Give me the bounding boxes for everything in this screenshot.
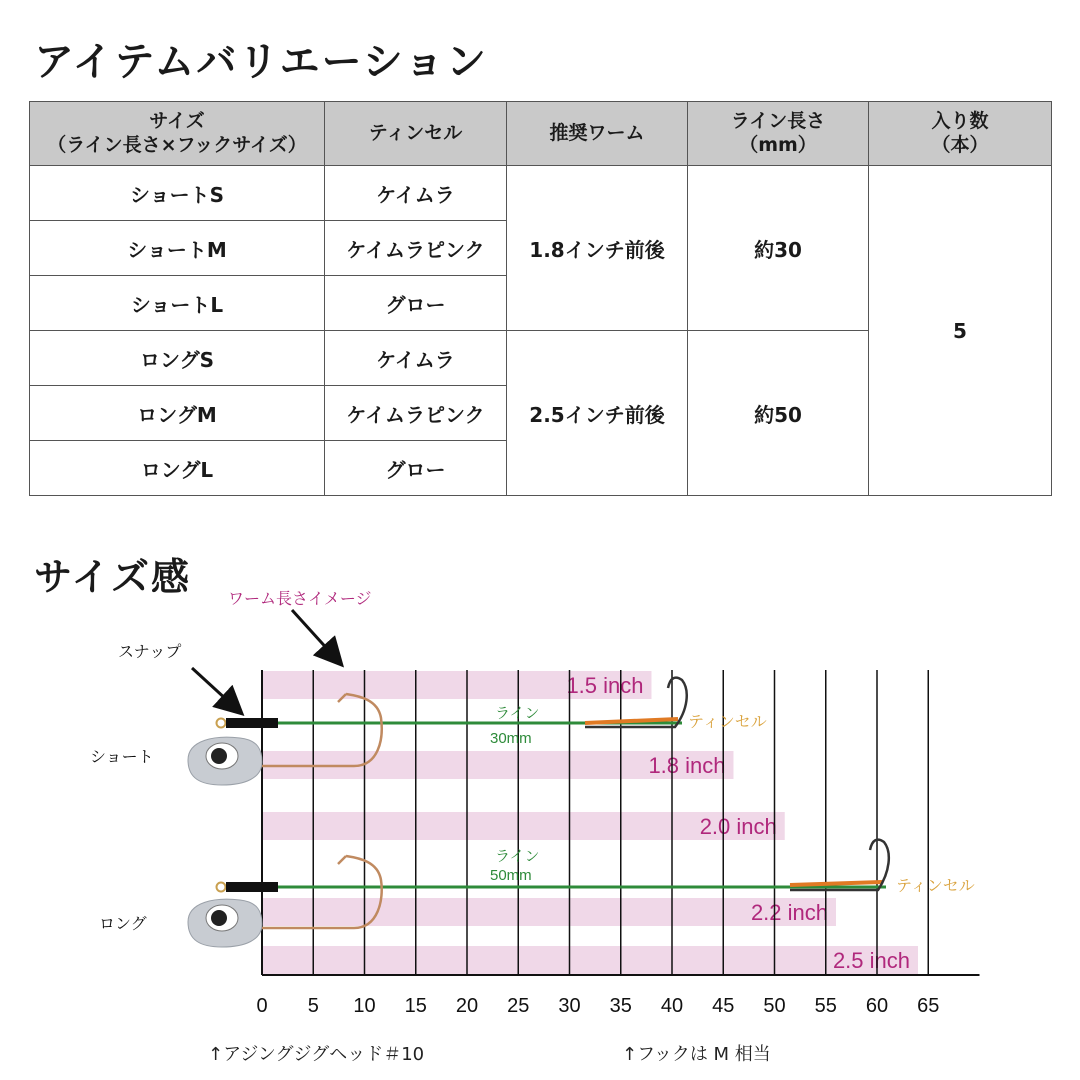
tinsel-cell: ケイムラピンク — [325, 386, 507, 441]
long-line-label: ライン — [495, 848, 540, 865]
worm-image-arrow — [292, 610, 340, 663]
scale-tick-label: 25 — [507, 995, 530, 1017]
scale-tick-label: 10 — [353, 995, 376, 1017]
scale-tick-label: 30 — [558, 995, 581, 1017]
scale-tick-label: 20 — [455, 995, 479, 1017]
worm-bar-label: 2.2 inch — [750, 900, 828, 925]
worm-image-label: ワーム長さイメージ — [228, 591, 372, 608]
short-label: ショート — [90, 749, 154, 766]
header-worm: 推奨ワーム — [507, 102, 688, 166]
scale-tick-label: 40 — [660, 995, 684, 1017]
long-tinsel — [790, 882, 882, 885]
snap-ring — [217, 883, 226, 892]
long-jighead — [188, 840, 975, 947]
worm-bar-label: 2.5 inch — [832, 948, 910, 973]
quantity-cell: 5 — [869, 166, 1052, 496]
scale-tick-label: 5 — [307, 995, 319, 1017]
worm-bar-label: 1.5 inch — [566, 673, 644, 698]
long-line-mm: 50mm — [490, 867, 532, 884]
table-row — [30, 166, 1052, 221]
worm-bar — [262, 898, 836, 926]
tinsel-cell: ケイムラピンク — [325, 221, 507, 276]
scale-tick-label: 0 — [256, 995, 268, 1017]
snap-arrow — [192, 668, 240, 712]
header-line-length: ライン長さ （mm） — [688, 102, 869, 166]
jighead-pupil — [211, 910, 227, 926]
tinsel-cell: ケイムラ — [325, 331, 507, 386]
scale-tick-label: 45 — [712, 995, 735, 1017]
jighead-pupil — [211, 748, 227, 764]
long-tinsel-label: ティンセル — [896, 878, 975, 895]
snap-ring — [217, 719, 226, 728]
size-cell: ロングL — [30, 441, 325, 496]
header-quantity: 入り数 （本） — [869, 102, 1052, 166]
worm-cell: 1.8インチ前後 — [507, 166, 688, 331]
long-hook-barb — [338, 856, 346, 864]
line-length-cell: 約30 — [688, 166, 869, 331]
size-cell: ロングS — [30, 331, 325, 386]
worm-cell: 2.5インチ前後 — [507, 331, 688, 496]
scale-tick-label: 15 — [404, 995, 427, 1017]
snap-label: スナップ — [118, 644, 182, 661]
size-cell: ショートS — [30, 166, 325, 221]
scale-tick-label: 50 — [763, 995, 786, 1017]
tinsel-cell: グロー — [325, 276, 507, 331]
tinsel-cell: グロー — [325, 441, 507, 496]
size-cell: ショートL — [30, 276, 325, 331]
item-variation-table — [29, 101, 1052, 496]
short-tinsel-label: ティンセル — [688, 714, 767, 731]
section-title-size-feel: サイズ感 — [34, 555, 191, 599]
size-comparison-diagram — [0, 580, 1080, 1035]
snap-sleeve — [226, 882, 278, 892]
footnote-jighead: ↑アジングジグヘッド＃10 — [208, 1044, 425, 1065]
scale-tick-label: 60 — [865, 995, 889, 1017]
line-length-cell: 約50 — [688, 331, 869, 496]
snap-sleeve — [226, 718, 278, 728]
worm-bar — [262, 946, 918, 974]
header-size: サイズ （ライン長さ×フックサイズ） — [30, 102, 325, 166]
size-cell: ロングM — [30, 386, 325, 441]
header-tinsel: ティンセル — [325, 102, 507, 166]
tinsel-cell: ケイムラ — [325, 166, 507, 221]
short-line-label: ライン — [495, 705, 540, 722]
scale-tick-label: 65 — [917, 995, 940, 1017]
scale-tick-label: 55 — [814, 995, 837, 1017]
worm-bar-label: 1.8 inch — [648, 753, 726, 778]
worm-bar-label: 2.0 inch — [699, 814, 777, 839]
section-title-variations: アイテムバリエーション — [34, 39, 488, 85]
scale-ticks — [256, 995, 939, 1017]
scale-tick-label: 35 — [609, 995, 632, 1017]
short-line-mm: 30mm — [490, 730, 532, 747]
footnote-hook: ↑フックは M 相当 — [622, 1044, 771, 1065]
table-header-row — [30, 102, 1052, 166]
long-label: ロング — [99, 916, 147, 933]
size-cell: ショートM — [30, 221, 325, 276]
